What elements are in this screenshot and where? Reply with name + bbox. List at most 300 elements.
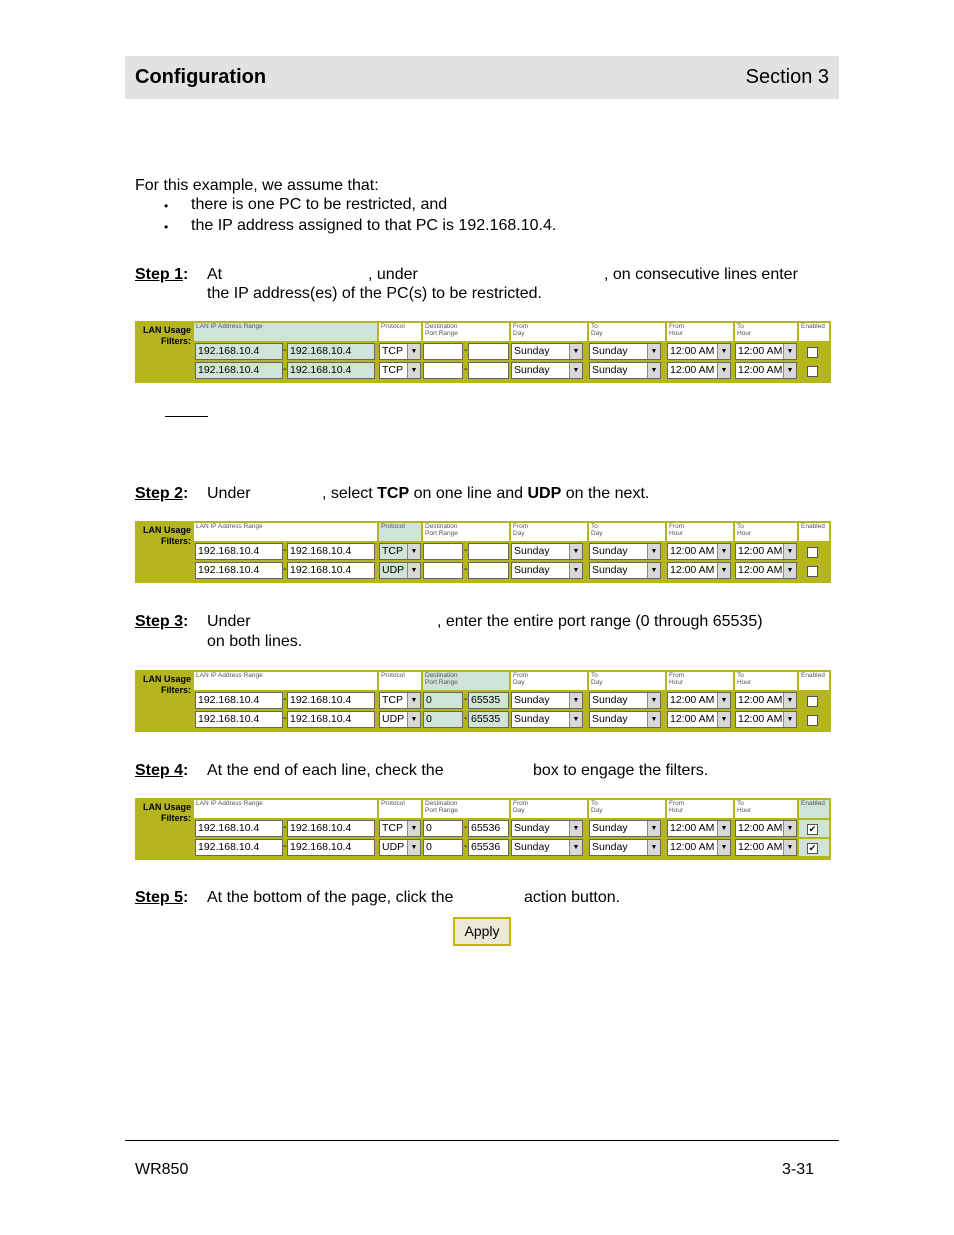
filter-screenshot-3 [135,670,831,732]
step-4-text-a: At the end of each line, check the [207,762,444,779]
enabled-checkbox[interactable]: ✔ [808,824,817,834]
column-header [667,800,733,818]
select-value: TCP [382,364,403,376]
header-line: To [737,523,744,530]
chevron-down-icon: ▼ [717,363,730,378]
enabled-checkbox[interactable] [807,347,818,358]
filter-screenshot-4 [135,798,831,860]
select-value: TCP [382,345,403,357]
protocol-select[interactable] [379,362,421,379]
port-end-input[interactable] [468,343,509,360]
bullet-icon: • [164,199,169,213]
select-value: Sunday [592,713,628,725]
footer-rule [125,1140,839,1141]
chevron-down-icon: ▼ [647,840,660,855]
protocol-select[interactable] [379,711,421,728]
chevron-down-icon: ▼ [647,821,660,836]
to-hour-select[interactable] [735,839,797,856]
chevron-down-icon: ▼ [717,544,730,559]
port-end-input[interactable]: 65536 [468,839,509,856]
step-3-text-b: , enter the entire port range (0 through 65535) [437,613,763,630]
ip-start-input[interactable]: 192.168.10.4 [195,692,283,709]
chevron-down-icon: ▼ [569,693,582,708]
range-dash: - [283,713,287,724]
step-2-udp: UDP [527,485,562,502]
chevron-down-icon: ▼ [647,693,660,708]
ip-start-input[interactable]: 192.168.10.4 [195,711,283,728]
step-2-text-d: on the next. [565,485,650,502]
select-value: 12:00 AM [738,564,783,576]
to-day-select[interactable] [589,543,661,560]
footer-model: WR850 [135,1161,189,1178]
column-header [379,323,421,341]
step-5-text-b: action button. [524,889,621,906]
step-1-text-b: , under [368,266,418,283]
chevron-down-icon: ▼ [717,563,730,578]
filters-label-line: LAN Usage [142,525,191,535]
from-hour-select[interactable] [667,562,731,579]
port-end-input[interactable] [468,562,509,579]
chevron-down-icon: ▼ [569,712,582,727]
chevron-down-icon: ▼ [717,712,730,727]
to-hour-select[interactable] [735,820,797,837]
to-day-select[interactable] [589,343,661,360]
step-1-label: Step 1 [135,266,184,283]
header-line: Protocol [381,672,405,679]
header-line: Day [513,679,525,686]
select-value: TCP [382,822,403,834]
header-line: Destination [425,672,458,679]
header-line: Port Range [425,330,458,337]
ip-end-input[interactable]: 192.168.10.4 [287,543,375,560]
column-header [194,323,377,341]
header-line: Port Range [425,679,458,686]
column-header [194,800,377,818]
to-day-select[interactable] [589,711,661,728]
from-hour-select[interactable] [667,543,731,560]
to-day-select[interactable] [589,362,661,379]
header-line: To [591,672,598,679]
enabled-cell [799,343,829,360]
select-value: Sunday [592,694,628,706]
to-hour-select[interactable] [735,362,797,379]
select-value: 12:00 AM [670,545,715,557]
select-value: Sunday [592,545,628,557]
range-dash: - [283,841,287,852]
ip-start-input[interactable]: 192.168.10.4 [195,820,283,837]
column-header [735,523,797,541]
enabled-checkbox[interactable] [807,696,818,707]
header-line: Day [513,330,525,337]
header-line: Enabled [801,672,825,679]
step-1-text-a: At [207,266,223,283]
header-line: Hour [737,530,752,537]
step-2-tcp: TCP [377,485,410,502]
chevron-down-icon: ▼ [647,712,660,727]
column-header [511,800,587,818]
header-line: LAN IP Address Range [196,672,263,679]
select-value: 12:00 AM [670,694,715,706]
header-line: From [513,523,529,530]
select-value: Sunday [514,713,550,725]
footer-page: 3-31 [782,1161,815,1178]
ip-end-input[interactable]: 192.168.10.4 [287,692,375,709]
port-start-input[interactable]: 0 [423,839,463,856]
step-1-text-c: , on consecutive lines enter [604,266,798,283]
from-hour-select[interactable] [667,692,731,709]
range-dash: - [464,713,468,724]
header-line: LAN IP Address Range [196,523,263,530]
enabled-cell [799,362,829,379]
port-start-input[interactable] [423,343,463,360]
bullet-text-1: there is one PC to be restricted, and [191,196,448,213]
page-header [125,56,839,99]
chevron-down-icon: ▼ [783,563,796,578]
header-line: To [737,800,744,807]
step-2-text-c: on one line and [413,485,524,502]
header-line: Protocol [381,523,405,530]
column-header [735,800,797,818]
column-header [799,323,829,341]
protocol-select[interactable] [379,562,421,579]
port-end-input[interactable] [468,543,509,560]
enabled-checkbox[interactable] [807,566,818,577]
to-hour-select[interactable] [735,562,797,579]
column-header [194,672,377,690]
protocol-select[interactable] [379,543,421,560]
from-day-select[interactable] [511,362,583,379]
step-1-text-d: the IP address(es) of the PC(s) to be restricted. [207,285,542,302]
step-4-label: Step 4 [135,762,184,779]
to-day-select[interactable] [589,692,661,709]
chevron-down-icon: ▼ [647,344,660,359]
column-header [423,523,509,541]
filters-label-line: Filters: [160,813,191,823]
enabled-cell [799,692,829,709]
ip-end-input[interactable]: 192.168.10.4 [287,711,375,728]
header-line: Day [513,530,525,537]
to-day-select[interactable] [589,562,661,579]
filters-label-line: Filters: [160,536,191,546]
step-2-text-a: Under [207,485,251,502]
ip-start-input[interactable]: 192.168.10.4 [195,543,283,560]
header-line: To [737,323,744,330]
ip-start-input[interactable]: 192.168.10.4 [195,839,283,856]
column-header [194,523,377,541]
chevron-down-icon: ▼ [407,563,420,578]
select-value: UDP [382,564,405,576]
from-hour-select[interactable] [667,362,731,379]
select-value: 12:00 AM [670,713,715,725]
select-value: 12:00 AM [738,822,783,834]
column-header [667,672,733,690]
select-value: 12:00 AM [738,545,783,557]
chevron-down-icon: ▼ [717,840,730,855]
chevron-down-icon: ▼ [783,712,796,727]
header-title: Configuration [135,66,267,88]
range-dash: - [283,564,287,575]
header-line: Protocol [381,800,405,807]
port-start-input[interactable] [423,362,463,379]
column-header [589,800,665,818]
chevron-down-icon: ▼ [407,712,420,727]
select-value: Sunday [514,822,550,834]
protocol-select[interactable] [379,820,421,837]
select-value: Sunday [592,822,628,834]
ip-end-input[interactable]: 192.168.10.4 [287,839,375,856]
header-line: Day [513,807,525,814]
from-day-select[interactable] [511,711,583,728]
select-value: 12:00 AM [738,841,783,853]
step-2-label: Step 2 [135,485,184,502]
header-line: Port Range [425,530,458,537]
from-day-select[interactable] [511,543,583,560]
filters-label-line: Filters: [160,685,191,695]
select-value: 12:00 AM [738,713,783,725]
enabled-cell [799,543,829,560]
note-underline [165,416,208,417]
chevron-down-icon: ▼ [407,544,420,559]
ip-start-input[interactable]: 192.168.10.4 [195,362,283,379]
filter-screenshot-1 [135,321,831,383]
header-line: Enabled [801,323,825,330]
enabled-checkbox[interactable] [807,547,818,558]
header-line: To [591,800,598,807]
select-value: Sunday [592,564,628,576]
port-end-input[interactable]: 65535 [468,692,509,709]
select-value: Sunday [592,345,628,357]
header-line: Protocol [381,323,405,330]
header-line: LAN IP Address Range [196,800,263,807]
chevron-down-icon: ▼ [783,840,796,855]
port-start-input[interactable]: 0 [423,820,463,837]
select-value: Sunday [514,345,550,357]
column-header [379,672,421,690]
step-2-text-b: , select [322,485,373,502]
bullet-icon: • [164,220,169,234]
range-dash: - [283,364,287,375]
header-line: Destination [425,323,458,330]
to-hour-select[interactable] [735,343,797,360]
column-header [423,323,509,341]
header-line: From [513,800,529,807]
port-start-input[interactable] [423,562,463,579]
header-section: Section 3 [745,66,829,88]
range-dash: - [464,694,468,705]
column-header [589,523,665,541]
chevron-down-icon: ▼ [717,821,730,836]
chevron-down-icon: ▼ [407,344,420,359]
column-header [511,323,587,341]
from-hour-select[interactable] [667,711,731,728]
chevron-down-icon: ▼ [407,363,420,378]
to-hour-select[interactable] [735,692,797,709]
header-line: Hour [737,330,752,337]
port-start-input[interactable] [423,543,463,560]
header-line: Day [591,530,603,537]
header-line: Day [591,807,603,814]
header-line: To [737,672,744,679]
enabled-cell [799,711,829,728]
port-end-input[interactable]: 65536 [468,820,509,837]
select-value: Sunday [514,694,550,706]
enabled-cell [799,839,829,856]
from-hour-select[interactable] [667,820,731,837]
from-day-select[interactable] [511,839,583,856]
column-header [379,800,421,818]
header-line: Destination [425,523,458,530]
select-value: TCP [382,694,403,706]
range-dash: - [464,545,468,556]
protocol-select[interactable] [379,692,421,709]
filter-screenshot-2 [135,521,831,583]
step-5-text-a: At the bottom of the page, click the [207,889,454,906]
select-value: 12:00 AM [670,345,715,357]
from-hour-select[interactable] [667,343,731,360]
ip-end-input[interactable]: 192.168.10.4 [287,362,375,379]
step-4-text-b: box to engage the filters. [533,762,709,779]
column-header [589,323,665,341]
to-day-select[interactable] [589,820,661,837]
chevron-down-icon: ▼ [717,693,730,708]
chevron-down-icon: ▼ [717,344,730,359]
enabled-checkbox[interactable] [807,715,818,726]
column-header [667,323,733,341]
header-line: Hour [669,807,684,814]
header-line: Hour [669,330,684,337]
chevron-down-icon: ▼ [647,563,660,578]
enabled-cell [799,562,829,579]
header-line: LAN IP Address Range [196,323,263,330]
chevron-down-icon: ▼ [647,544,660,559]
step-5-label: Step 5 [135,889,184,906]
port-end-input[interactable] [468,362,509,379]
column-header [667,523,733,541]
header-line: Hour [669,679,684,686]
port-start-input[interactable]: 0 [423,711,463,728]
from-day-select[interactable] [511,820,583,837]
filters-label [137,802,191,824]
protocol-select[interactable] [379,343,421,360]
enabled-checkbox[interactable] [807,366,818,377]
header-line: From [669,800,685,807]
select-value: Sunday [592,364,628,376]
from-hour-select[interactable] [667,839,731,856]
header-line: To [591,523,598,530]
select-value: Sunday [514,564,550,576]
chevron-down-icon: ▼ [783,344,796,359]
select-value: 12:00 AM [738,345,783,357]
header-line: Day [591,330,603,337]
chevron-down-icon: ▼ [569,363,582,378]
select-value: 12:00 AM [670,841,715,853]
protocol-select[interactable] [379,839,421,856]
filters-label [137,674,191,696]
chevron-down-icon: ▼ [783,821,796,836]
range-dash: - [464,822,468,833]
column-header [735,323,797,341]
chevron-down-icon: ▼ [407,840,420,855]
header-line: From [513,672,529,679]
select-value: Sunday [514,841,550,853]
ip-start-input[interactable]: 192.168.10.4 [195,343,283,360]
select-value: 12:00 AM [670,364,715,376]
filters-label [137,525,191,547]
from-day-select[interactable] [511,692,583,709]
select-value: 12:00 AM [738,364,783,376]
from-day-select[interactable] [511,343,583,360]
filters-label-line: Filters: [160,336,191,346]
to-day-select[interactable] [589,839,661,856]
chevron-down-icon: ▼ [783,363,796,378]
apply-button[interactable]: Apply [453,917,511,946]
filters-label-line: LAN Usage [142,802,191,812]
chevron-down-icon: ▼ [569,563,582,578]
enabled-checkbox[interactable]: ✔ [808,843,817,853]
to-hour-select[interactable] [735,543,797,560]
select-value: Sunday [514,364,550,376]
column-header [511,523,587,541]
column-header [379,523,421,541]
range-dash: - [464,564,468,575]
select-value: Sunday [514,545,550,557]
chevron-down-icon: ▼ [407,821,420,836]
select-value: UDP [382,841,405,853]
port-start-input[interactable]: 0 [423,692,463,709]
header-line: From [669,523,685,530]
step-3-text-a: Under [207,613,251,630]
range-dash: - [283,345,287,356]
ip-start-input[interactable]: 192.168.10.4 [195,562,283,579]
header-line: Enabled [801,523,825,530]
range-dash: - [283,694,287,705]
chevron-down-icon: ▼ [647,363,660,378]
column-header [735,672,797,690]
column-header [423,672,509,690]
from-day-select[interactable] [511,562,583,579]
chevron-down-icon: ▼ [569,821,582,836]
header-line: Hour [669,530,684,537]
intro-lead: For this example, we assume that: [135,177,379,194]
chevron-down-icon: ▼ [569,840,582,855]
step-3-label: Step 3 [135,613,184,630]
column-header [799,672,829,690]
header-line: Hour [737,807,752,814]
ip-end-input[interactable]: 192.168.10.4 [287,820,375,837]
step-3-text-c: on both lines. [207,633,303,650]
filters-label [137,325,191,347]
ip-end-input[interactable]: 192.168.10.4 [287,562,375,579]
port-end-input[interactable]: 65535 [468,711,509,728]
filters-label-line: LAN Usage [142,674,191,684]
select-value: UDP [382,713,405,725]
range-dash: - [464,345,468,356]
select-value: TCP [382,545,403,557]
header-line: Port Range [425,807,458,814]
select-value: 12:00 AM [738,694,783,706]
select-value: 12:00 AM [670,564,715,576]
to-hour-select[interactable] [735,711,797,728]
header-line: Day [591,679,603,686]
chevron-down-icon: ▼ [569,544,582,559]
range-dash: - [283,545,287,556]
chevron-down-icon: ▼ [407,693,420,708]
header-line: Hour [737,679,752,686]
header-line: From [669,323,685,330]
header-line: From [669,672,685,679]
select-value: 12:00 AM [670,822,715,834]
ip-end-input[interactable]: 192.168.10.4 [287,343,375,360]
